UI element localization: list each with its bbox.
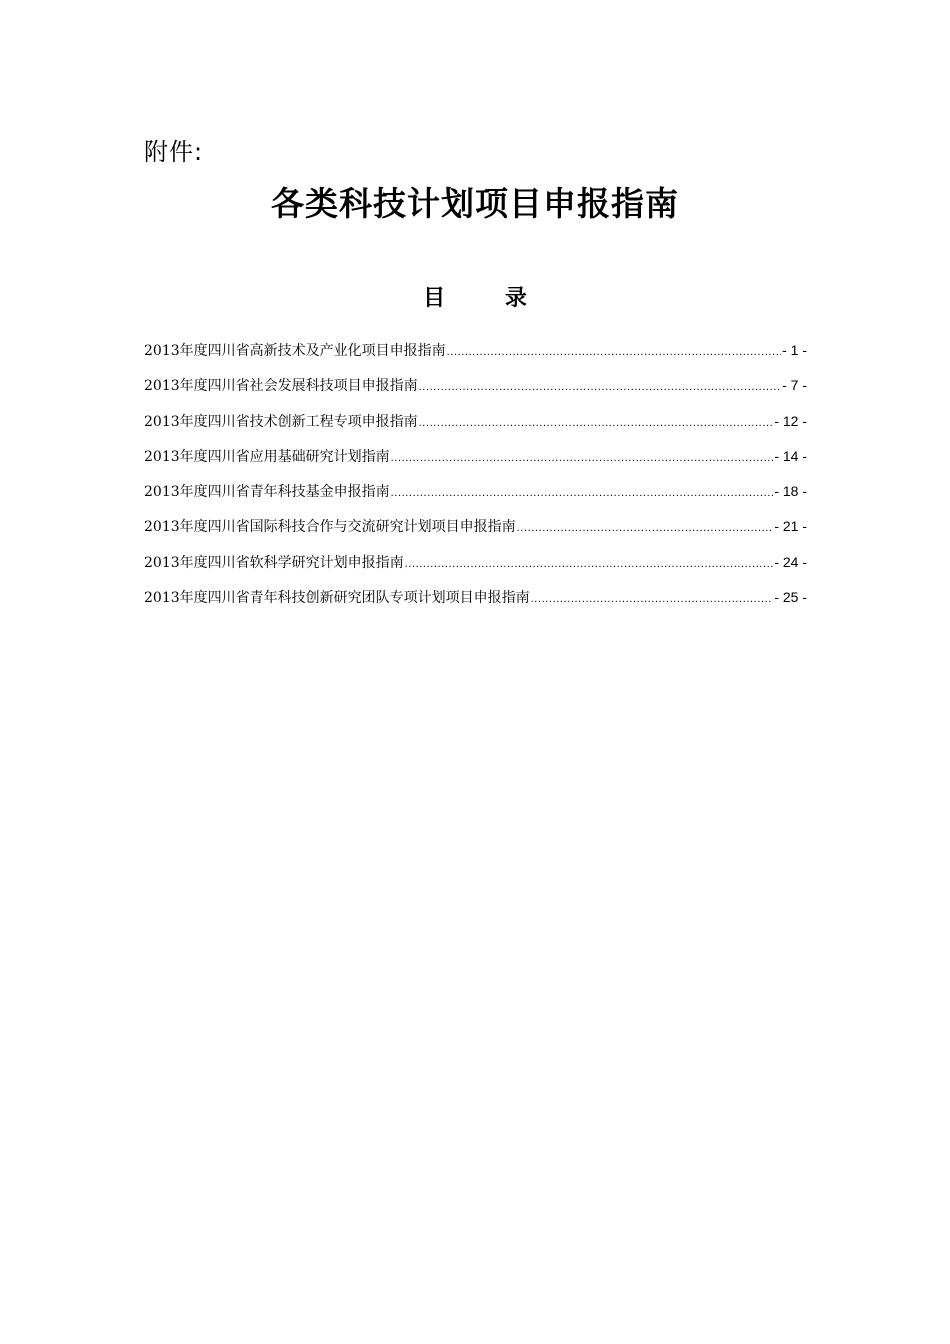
toc-entry-page[interactable]: - 21 - (774, 518, 807, 535)
toc-entry-title[interactable]: 2013年度四川省国际科技合作与交流研究计划项目申报指南 (144, 519, 516, 536)
toc-entry[interactable] (144, 407, 807, 442)
toc-entry-page[interactable]: - 7 - (782, 377, 807, 394)
toc-entry[interactable] (144, 583, 807, 618)
toc-entry-title[interactable]: 2013年度四川省社会发展科技项目申报指南 (144, 378, 418, 395)
toc-entry-title[interactable]: 2013年度四川省青年科技创新研究团队专项计划项目申报指南 (144, 590, 530, 607)
toc-entry-title[interactable]: 2013年度四川省技术创新工程专项申报指南 (144, 413, 418, 430)
toc-dot-leader (419, 409, 774, 437)
toc-entry-page[interactable]: - 18 - (774, 483, 807, 500)
toc-entry-page[interactable]: - 25 - (774, 589, 807, 606)
toc-entry-page[interactable]: - 14 - (774, 447, 807, 464)
page-title: 各类科技计划项目申报指南 (271, 184, 679, 223)
attachment-label: 附件: (144, 138, 204, 166)
toc-dot-leader (419, 373, 781, 401)
toc-entry[interactable] (144, 477, 807, 512)
toc-entry-title[interactable]: 2013年度四川省青年科技基金申报指南 (144, 484, 390, 501)
toc-entry-page[interactable]: - 12 - (774, 412, 807, 429)
table-of-contents (144, 336, 807, 618)
toc-entry[interactable] (144, 336, 807, 371)
toc-dot-leader (405, 550, 774, 578)
toc-entry[interactable] (144, 442, 807, 477)
toc-dot-leader (531, 585, 774, 613)
toc-entry[interactable] (144, 548, 807, 583)
toc-dot-leader (391, 444, 774, 472)
toc-entry-title[interactable]: 2013年度四川省软科学研究计划申报指南 (144, 554, 404, 571)
toc-entry[interactable] (144, 371, 807, 406)
toc-entry-title[interactable]: 2013年度四川省高新技术及产业化项目申报指南 (144, 343, 446, 359)
toc-entry-page[interactable]: - 1 - (782, 342, 807, 358)
toc-dot-leader (391, 479, 774, 507)
toc-entry-title[interactable]: 2013年度四川省应用基础研究计划指南 (144, 448, 390, 465)
toc-heading: 目 录 (423, 286, 553, 311)
toc-entry-page[interactable]: - 24 - (774, 553, 807, 570)
toc-dot-leader (517, 514, 774, 542)
toc-dot-leader (447, 338, 781, 366)
toc-entry[interactable] (144, 512, 807, 547)
